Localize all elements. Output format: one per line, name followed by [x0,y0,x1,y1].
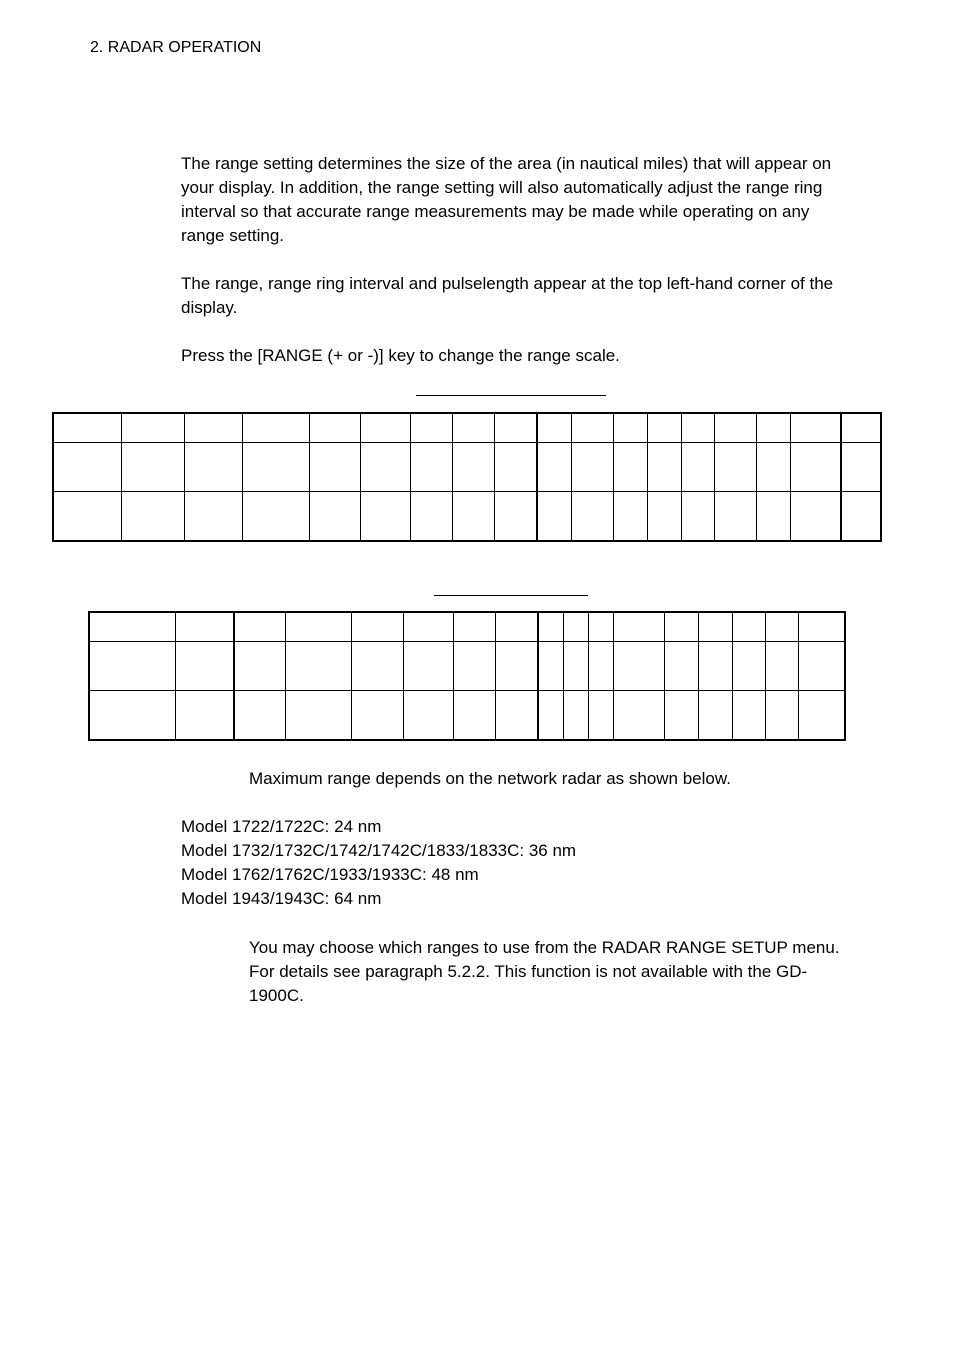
table-row [89,642,845,691]
max-range-note: Maximum range depends on the network radar as shown below. [249,769,731,788]
list-item: Model 1943/1943C: 64 nm [181,889,382,908]
range-setup-note: You may choose which ranges to use from the RADAR RANGE SETUP menu. For details see paragraph 5.2.2. This function is not available with the GD-1900C. [249,938,840,1005]
model-range-list [181,815,576,911]
intro-paragraph: The range setting determines the size of the area (in nautical miles) that will appear on your display. In addition, the range setting will also automatically adjust the range ring interval so that accurate range measurements may be made while operating on any range setting. [181,154,832,245]
table-row [53,492,881,542]
range-key-paragraph: Press the [RANGE (+ or -)] key to change the range scale. [181,346,620,365]
table-row [89,612,845,642]
list-item: Model 1732/1732C/1742/1742C/1833/1833C: 36 nm [181,841,577,860]
table-row [89,691,845,741]
range-table-alt [88,611,846,741]
list-item: Model 1762/1762C/1933/1933C: 48 nm [181,865,479,884]
list-item: Model 1722/1722C: 24 nm [181,817,382,836]
table-title-rule [434,595,588,596]
display-info-paragraph: The range, range ring interval and pulselength appear at the top left-hand corner of the display. [181,274,834,317]
table-row [53,413,881,443]
table-title-rule [416,395,606,396]
table-row [53,443,881,492]
range-table-nm [52,412,882,542]
page-header: 2. RADAR OPERATION [90,39,262,56]
